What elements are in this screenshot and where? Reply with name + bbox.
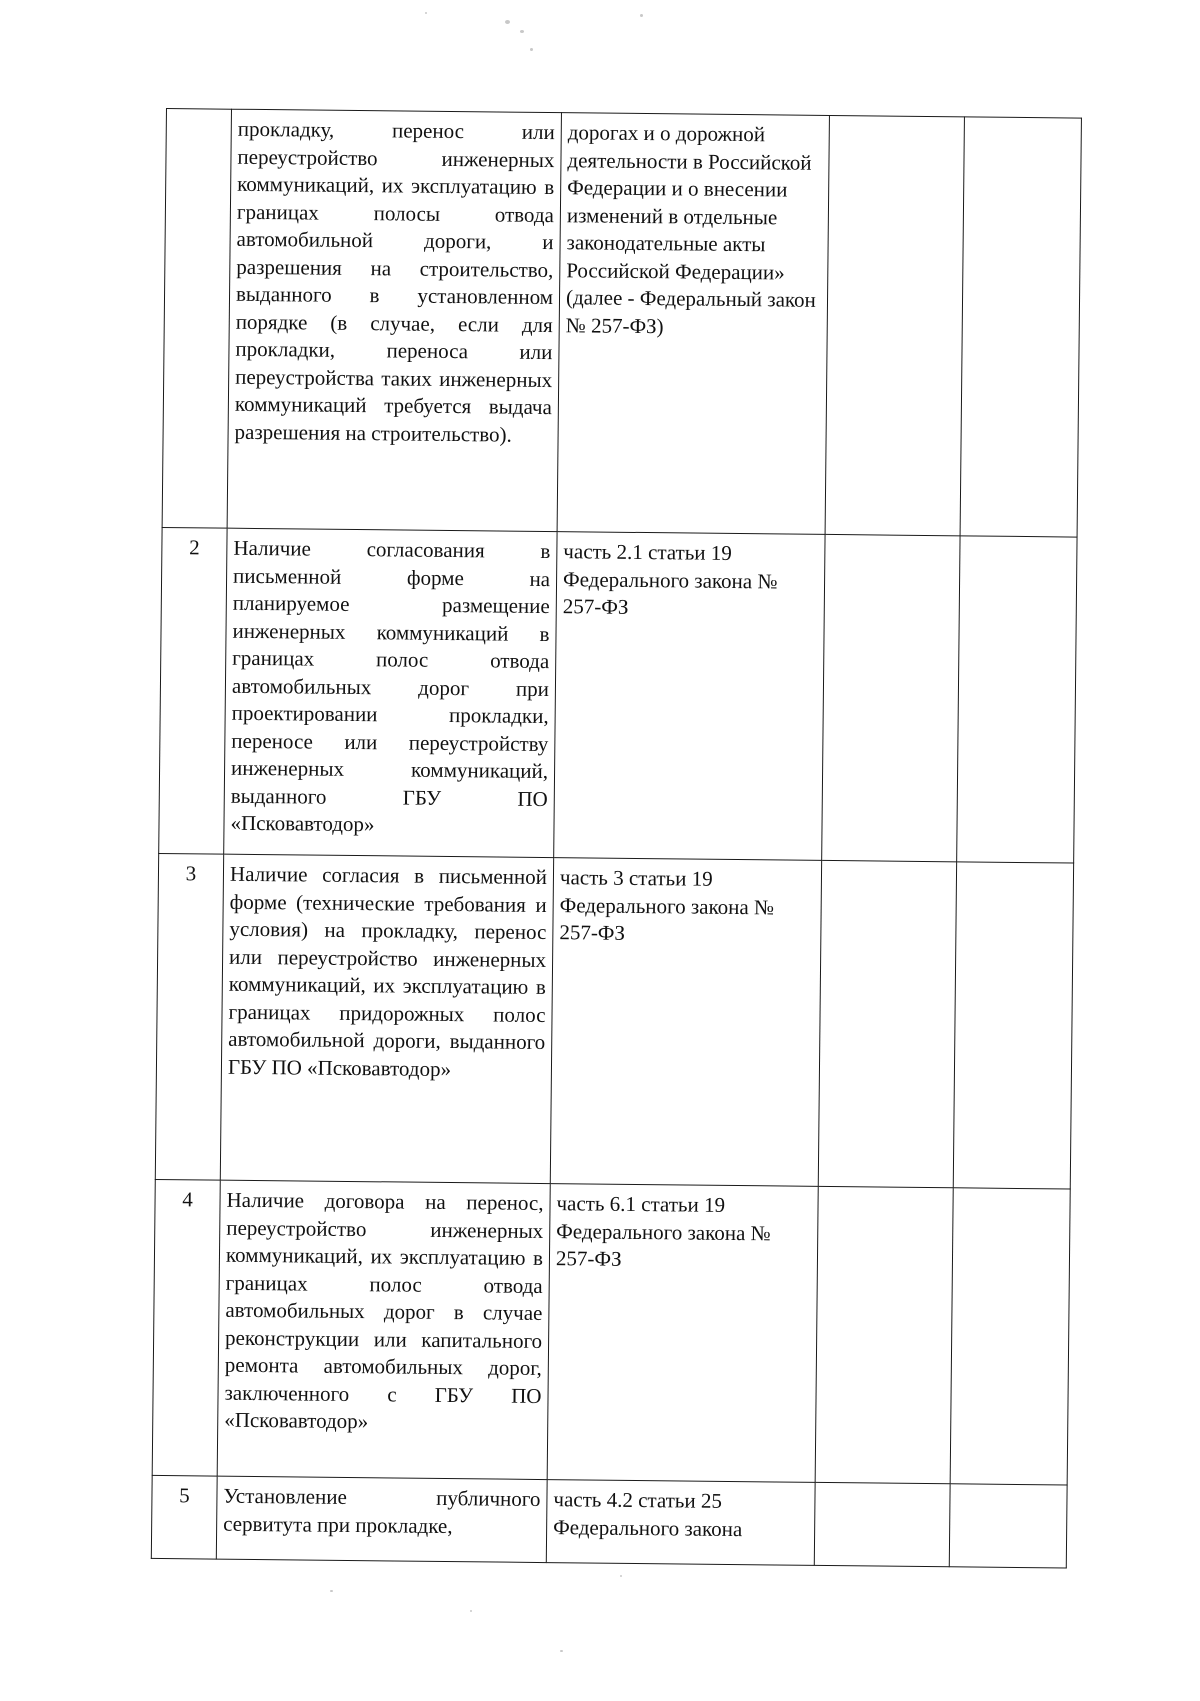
scan-speck (520, 30, 524, 33)
table-row (155, 853, 1073, 1189)
requirements-table (151, 108, 1082, 1569)
row-number: 5 (151, 1475, 217, 1559)
requirement-text: Установление публичного сервитута при прокладке, (216, 1476, 547, 1562)
scan-speck (530, 48, 533, 51)
requirement-text: Наличие согласия в письменной форме (технические требования и условия) на прокладку, перенос или переустройство инженерных коммуникаций, их эксплуатацию в границах придорожных полос автомобильной дороги, выданного ГБУ ПО «Псковавтодор» (220, 854, 553, 1183)
scan-speck (560, 1650, 563, 1652)
requirement-text: Наличие согласования в письменной форме на планируемое размещение инженерных коммуникаций в границах полос отвода автомобильных дорог при проектировании прокладки, переносе или переустройству инженерных коммуникаций, выданного ГБУ ПО «Псковавтодор» (224, 528, 557, 857)
scan-speck (425, 12, 427, 14)
empty-cell (822, 534, 960, 861)
empty-cell (950, 1188, 1070, 1485)
scan-speck (505, 20, 510, 24)
row-number: 4 (152, 1179, 220, 1476)
table-row (162, 109, 1081, 538)
scan-speck (470, 1610, 472, 1612)
row-number: 2 (159, 527, 227, 854)
table-row (151, 1475, 1067, 1568)
empty-cell (953, 862, 1073, 1189)
requirement-text: Наличие договора на перенос, переустройство инженерных коммуникаций, их эксплуатацию в границах полос отвода автомобильных дорог в случае реконструкции или капитального ремонта автомобильных дорог, заключенного с ГБУ ПО «Псковавтодор» (217, 1180, 550, 1479)
legal-reference: часть 4.2 статьи 25 Федерального закона (546, 1480, 815, 1566)
empty-cell (825, 115, 964, 535)
scan-speck (640, 14, 643, 17)
scan-speck (330, 1590, 333, 1592)
legal-reference: часть 3 статьи 19 Федерального закона № 257-ФЗ (550, 858, 821, 1187)
legal-reference: часть 2.1 статьи 19 Федерального закона № 257-ФЗ (554, 532, 825, 861)
table-row (159, 527, 1077, 863)
empty-cell (960, 117, 1081, 537)
table-row (152, 1179, 1070, 1485)
empty-cell (818, 860, 956, 1187)
legal-reference: дорогах и о дорожной деятельности в Российской Федерации и о внесении изменений в отдельные законодательные акты Российской Федерации» (далее - Федеральный закон № 257-ФЗ) (557, 113, 829, 535)
row-number (162, 109, 231, 529)
scan-speck (620, 1575, 622, 1577)
empty-cell (814, 1482, 950, 1566)
requirement-text: прокладку, перенос или переустройство инженерных коммуникаций, их эксплуатацию в границах полосы отвода автомобильной дороги, и разрешения на строительство, выданного в установленном порядке (в случае, если для прокладки, переноса или переустройства таких инженерных коммуникаций требуется выдача разрешения на строительство). (227, 109, 561, 531)
row-number: 3 (155, 853, 223, 1180)
empty-cell (957, 536, 1077, 863)
legal-reference: часть 6.1 статьи 19 Федерального закона № 257-ФЗ (547, 1184, 818, 1483)
empty-cell (949, 1484, 1067, 1568)
empty-cell (815, 1186, 953, 1483)
